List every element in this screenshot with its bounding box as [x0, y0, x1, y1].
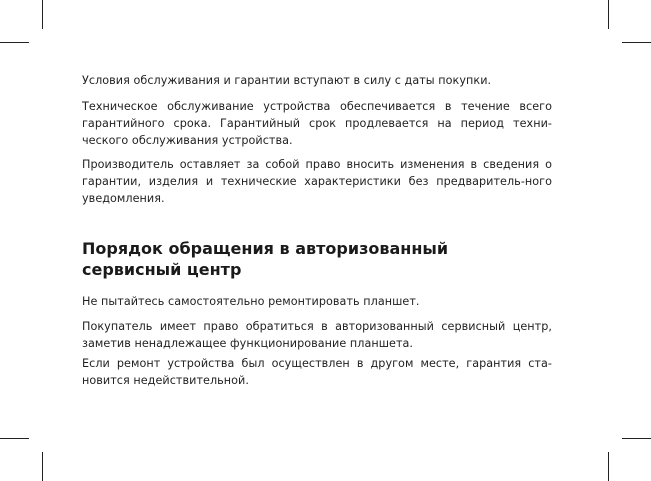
crop-mark-top-right-vertical	[608, 0, 609, 29]
paragraph-text: Условия обслуживания и гарантии вступают в силу с даты покупки.	[82, 74, 492, 87]
service-paragraph-buyer-rights	[82, 318, 552, 352]
paragraph-text: Техническое обслуживание устройства обеспечивается в течение всего гарантийного срока. Гарантийный срок продлевается на период техни-ческого обслуживания устройства.	[82, 100, 552, 147]
crop-mark-bottom-left-vertical	[42, 452, 43, 481]
crop-mark-bottom-right-vertical	[608, 452, 609, 481]
paragraph-text: Производитель оставляет за собой право вносить изменения в сведения о гарантии, изделия и технические характеристики без предваритель-ного уведомления.	[82, 158, 552, 205]
section-title-line: сервисный центр	[82, 260, 242, 279]
service-paragraph-void-warranty	[82, 355, 552, 389]
section-title-line: Порядок обращения в авторизованный	[82, 239, 449, 258]
crop-mark-top-right-horizontal	[622, 42, 651, 43]
paragraph-text: Если ремонт устройства был осуществлен в другом месте, гарантия ста-новится недействительной.	[82, 357, 552, 387]
section-title	[82, 238, 552, 280]
crop-mark-bottom-left-horizontal	[0, 438, 29, 439]
paragraph-text: Покупатель имеет право обратиться в авторизованный сервисный центр, заметив ненадлежащее функционирование планшета.	[82, 320, 552, 350]
service-paragraph-no-self-repair	[82, 293, 552, 310]
paragraph-text: Не пытайтесь самостоятельно ремонтировать планшет.	[82, 295, 420, 308]
warranty-paragraph-changes	[82, 156, 552, 207]
warranty-paragraph-start	[82, 72, 552, 89]
crop-mark-top-left-vertical	[42, 0, 43, 29]
crop-mark-bottom-right-horizontal	[622, 438, 651, 439]
warranty-paragraph-maintenance	[82, 98, 552, 149]
crop-mark-top-left-horizontal	[0, 42, 29, 43]
